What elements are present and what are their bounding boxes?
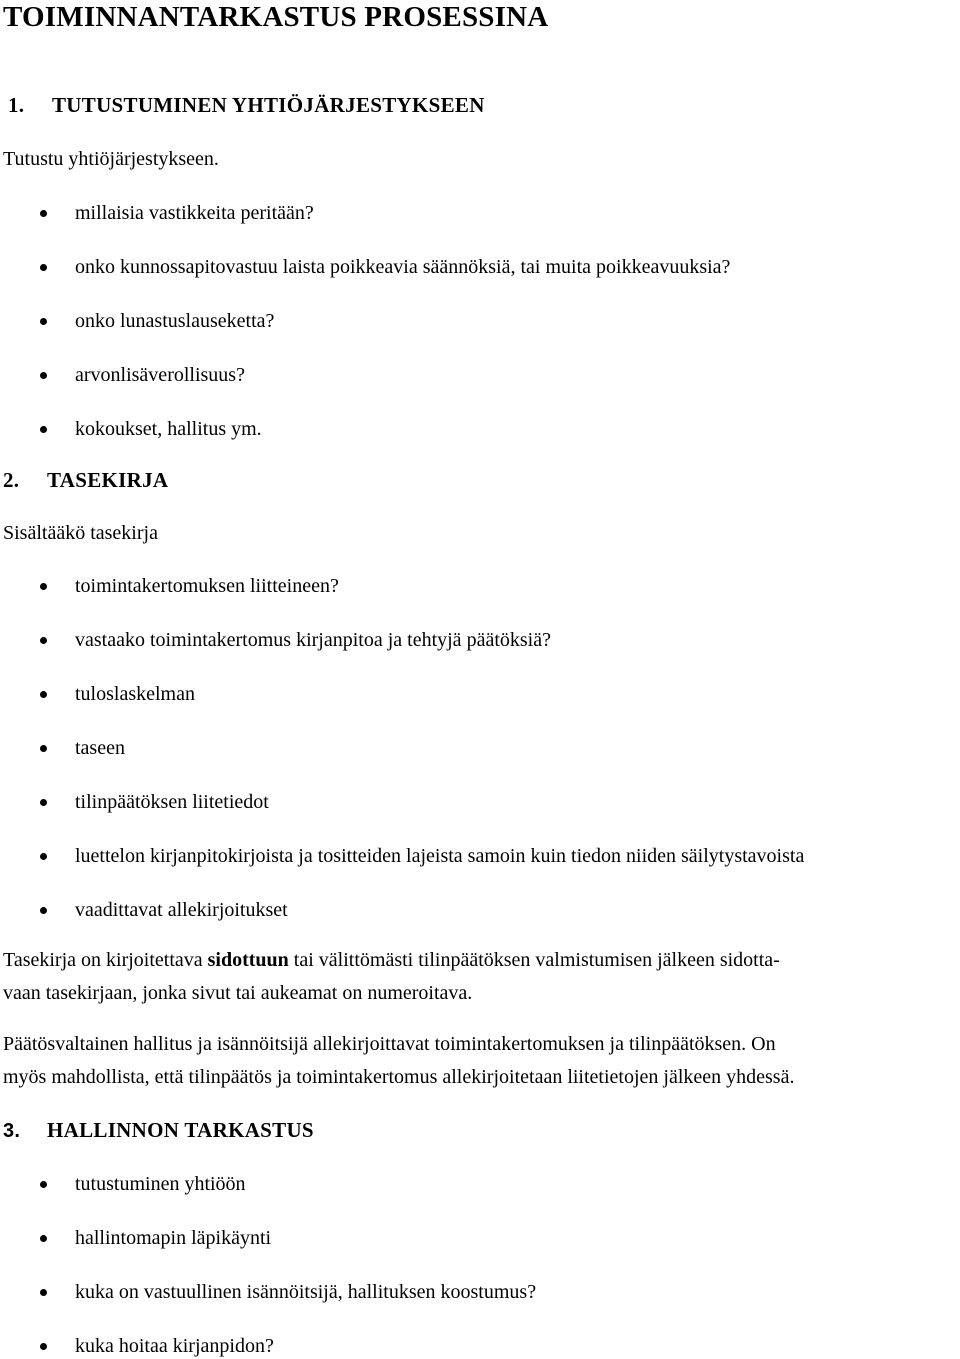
list-item-text: onko kunnossapitovastuu laista poikkeavia säännöksiä, tai muita poikkeavuuksia? — [75, 256, 731, 278]
bullet-icon — [40, 907, 47, 914]
paragraph-text: Tasekirja on kirjoitettava — [3, 949, 208, 971]
list-item-text: onko lunastuslauseketta? — [75, 310, 275, 332]
paragraph-line: vaan tasekirjaan, jonka sivut tai aukeamat on numeroitava. — [3, 982, 473, 1004]
paragraph-line: Päätösvaltainen hallitus ja isännöitsijä allekirjoittavat toimintakertomuksen ja tilinpäätöksen. On — [3, 1033, 776, 1055]
list-item — [75, 416, 262, 442]
section-3-heading — [3, 1117, 314, 1144]
list-item — [75, 627, 551, 653]
bullet-icon — [40, 1289, 47, 1296]
paragraph-line: myös mahdollista, että tilinpäätös ja toimintakertomus allekirjoitetaan liitetietojen jälkeen yhdessä. — [3, 1066, 795, 1088]
section-1-heading — [8, 92, 485, 118]
bullet-icon — [40, 583, 47, 590]
list-item — [75, 1225, 271, 1251]
section-2-title: TASEKIRJA — [47, 468, 169, 492]
list-item — [75, 200, 314, 226]
bullet-icon — [40, 426, 47, 433]
list-item-text: vaadittavat allekirjoitukset — [75, 899, 288, 921]
tasekirja-paragraph — [3, 944, 955, 1010]
list-item — [75, 254, 730, 280]
bullet-icon — [40, 210, 47, 217]
list-item — [75, 308, 274, 334]
bullet-icon — [40, 372, 47, 379]
list-item-text: arvonlisäverollisuus? — [75, 364, 245, 386]
section-1-intro: Tutustu yhtiöjärjestykseen. — [3, 148, 219, 170]
list-item — [75, 1333, 274, 1359]
list-item-text: millaisia vastikkeita peritään? — [75, 202, 314, 224]
bullet-icon — [40, 1235, 47, 1242]
bullet-icon — [40, 1181, 47, 1188]
bullet-icon — [40, 318, 47, 325]
section-2-heading — [3, 467, 168, 493]
list-item-text: hallintomapin läpikäynti — [75, 1227, 272, 1249]
list-item-text: kokoukset, hallitus ym. — [75, 418, 262, 440]
bullet-icon — [40, 264, 47, 271]
bullet-icon — [40, 1343, 47, 1350]
section-1-number: 1. — [8, 93, 25, 117]
section-2-number: 2. — [3, 468, 20, 492]
bullet-icon — [40, 691, 47, 698]
document-title: TOIMINNANTARKASTUS PROSESSINA — [3, 1, 549, 33]
list-item-text: toimintakertomuksen liitteineen? — [75, 575, 339, 597]
list-item-text: tutustuminen yhtiöön — [75, 1173, 246, 1195]
list-item — [75, 362, 245, 388]
section-3-number: 3. — [3, 1120, 21, 1142]
section-2-intro: Sisältääkö tasekirja — [3, 522, 158, 544]
list-item — [75, 843, 804, 869]
bullet-icon — [40, 853, 47, 860]
section-3-title: HALLINNON TARKASTUS — [47, 1118, 314, 1142]
list-item-text: tilinpäätöksen liitetiedot — [75, 791, 269, 813]
list-item — [75, 789, 269, 815]
list-item — [75, 735, 125, 761]
list-item — [75, 681, 195, 707]
list-item — [75, 573, 339, 599]
list-item — [75, 1171, 246, 1197]
paragraph-line — [3, 944, 955, 977]
bullet-icon — [40, 637, 47, 644]
list-item-text: luettelon kirjanpitokirjoista ja tositteiden lajeista samoin kuin tiedon niiden säilytystavoista — [75, 845, 805, 867]
list-item — [75, 897, 288, 923]
list-item-text: vastaako toimintakertomus kirjanpitoa ja tehtyjä päätöksiä? — [75, 629, 551, 651]
paragraph-bold-text: sidottuun — [207, 949, 289, 971]
list-item — [75, 1279, 536, 1305]
list-item-text: kuka on vastuullinen isännöitsijä, hallituksen koostumus? — [75, 1281, 537, 1303]
list-item-text: kuka hoitaa kirjanpidon? — [75, 1335, 274, 1357]
allekirjoitus-paragraph — [3, 1028, 955, 1094]
section-1-title: TUTUSTUMINEN YHTIÖJÄRJESTYKSEEN — [52, 93, 485, 117]
bullet-icon — [40, 799, 47, 806]
paragraph-text: tai välittömästi tilinpäätöksen valmistumisen jälkeen sidotta- — [288, 949, 780, 971]
list-item-text: taseen — [75, 737, 125, 759]
bullet-icon — [40, 745, 47, 752]
list-item-text: tuloslaskelman — [75, 683, 195, 705]
